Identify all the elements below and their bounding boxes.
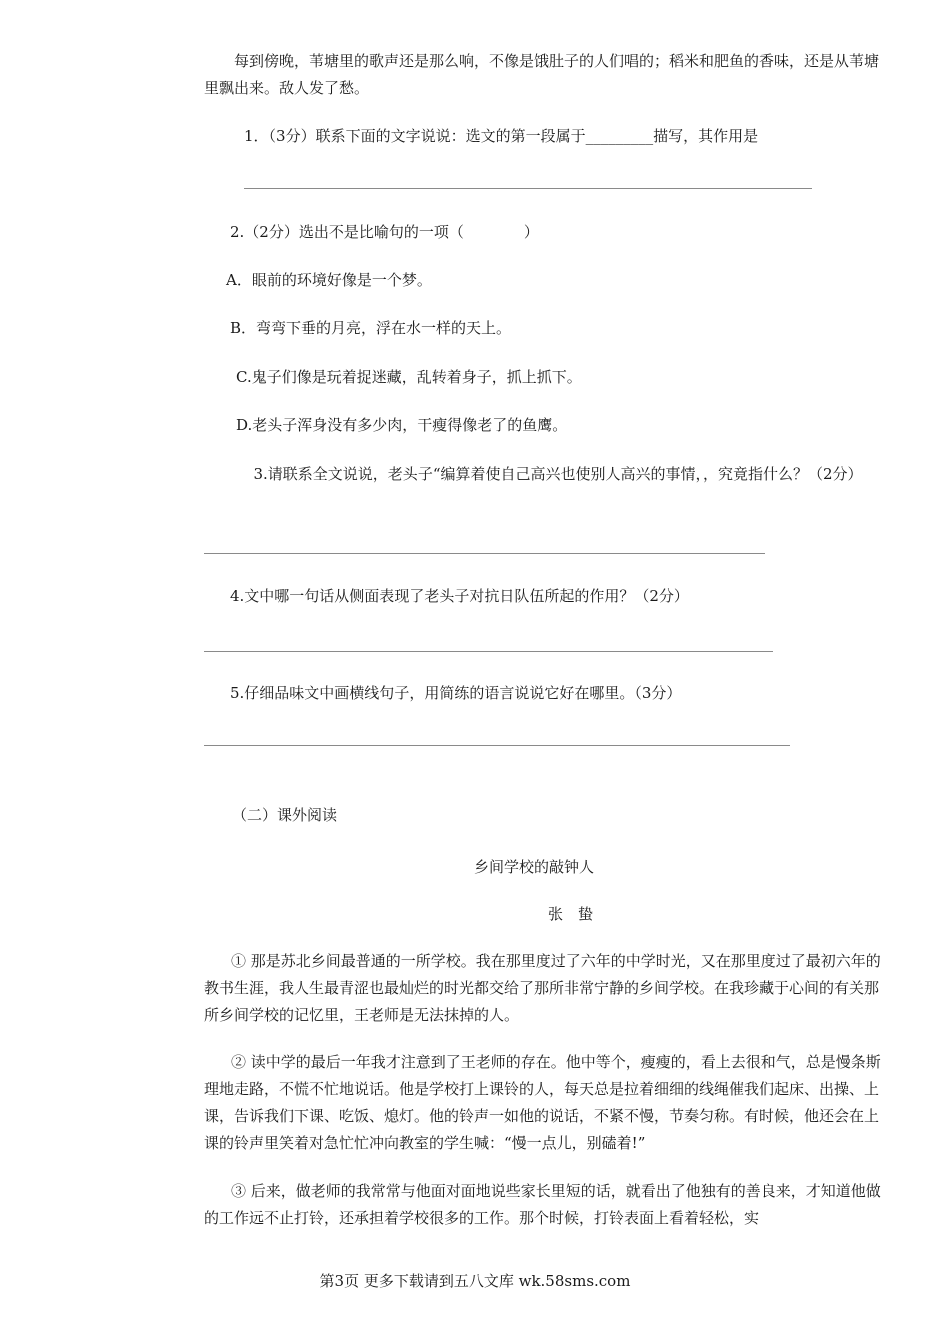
- section-heading: （二）课外阅读: [232, 806, 338, 824]
- question-4: 4.文中哪一句话从侧面表现了老头子对抗日队伍所起的作用？（2分）: [230, 587, 689, 605]
- option-b: B．弯弯下垂的月亮，浮在水一样的天上。: [230, 319, 512, 337]
- passage-end-paragraph: 每到傍晚，苇塘里的歌声还是那么响，不像是饿肚子的人们唱的；稻米和肥鱼的香味，还是从苇塘里飘出来。敌人发了愁。: [204, 52, 880, 97]
- answer-line-4: [204, 651, 773, 652]
- article-paragraph-1: ① 那是苏北乡间最普通的一所学校。我在那里度过了六年的中学时光，又在那里度过了最初六年的教书生涯，我人生最青涩也最灿烂的时光都交给了那所非常宁静的乡间学校。在我珍藏于心间的有关那所乡间学校的记忆里，王老师是无法抹掉的人。: [204, 952, 881, 1024]
- question-5: 5.仔细品味文中画横线句子，用简练的语言说说它好在哪里。（3分）: [230, 684, 682, 702]
- article-author: 张 蛰: [548, 905, 594, 923]
- article-title: 乡间学校的敲钟人: [474, 858, 595, 876]
- article-paragraph-3: ③ 后来，做老师的我常常与他面对面地说些家长里短的话，就看出了他独有的善良来，才知道他做的工作远不止打铃，还承担着学校很多的工作。那个时候，打铃表面上看着轻松，实: [204, 1182, 881, 1227]
- answer-line-3: [204, 553, 765, 554]
- question-3: 3.请联系全文说说，老头子“编算着使自己高兴也使别人高兴的事情，，究竟指什么？（2分）: [253, 465, 863, 483]
- option-c: C.鬼子们像是玩着捉迷藏，乱转着身子，抓上抓下。: [236, 368, 582, 386]
- question-1: 1．（3分）联系下面的文字说说：选文的第一段属于_________描写，其作用是: [244, 127, 759, 145]
- answer-line-1: [244, 188, 812, 189]
- article-paragraph-2: ② 读中学的最后一年我才注意到了王老师的存在。他中等个，瘦瘦的，看上去很和气，总是慢条斯理地走路，不慌不忙地说话。他是学校打上课铃的人，每天总是拉着细细的线绳催我们起床、出操、上课，告诉我们下课、吃饭、熄灯。他的铃声一如他的说话，不紧不慢，节奏匀称。有时候，他还会在上课的铃声里笑着对急忙忙冲向教室的学生喊：“慢一点儿，别磕着!”: [204, 1053, 881, 1152]
- answer-line-5: [204, 745, 790, 746]
- question-2: 2.（2分）选出不是比喻句的一项（ ）: [230, 223, 539, 241]
- option-a: A．眼前的环境好像是一个梦。: [226, 271, 432, 289]
- page-footer: 第3页 更多下载请到五八文库 wk.58sms.com: [319, 1272, 631, 1290]
- option-d: D.老头子浑身没有多少肉，干瘦得像老了的鱼鹰。: [236, 416, 568, 434]
